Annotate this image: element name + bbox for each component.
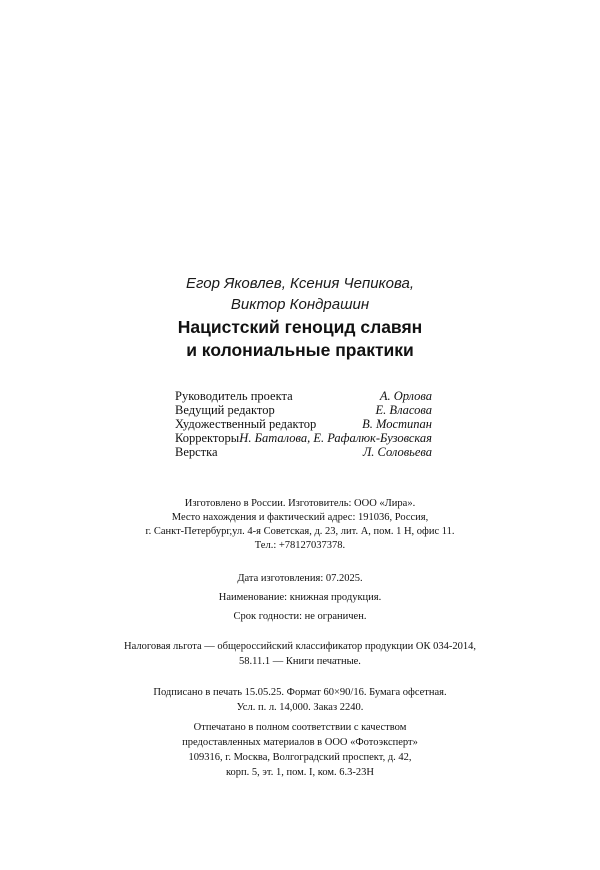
- credit-name: В. Мостипан: [362, 417, 432, 431]
- tax-line: 58.11.1 — Книги печатные.: [239, 656, 361, 667]
- credit-role: Ведущий редактор: [175, 403, 275, 417]
- manufacturer-info: [0, 497, 600, 553]
- credits-list: [175, 389, 432, 459]
- credit-role: Верстка: [175, 445, 218, 459]
- printer-line: Отпечатано в полном соответствии с качеством: [193, 722, 407, 733]
- manufacturer-line: Изготовлено в России. Изготовитель: ООО «Лира».: [184, 498, 416, 509]
- credit-name: А. Орлова: [379, 389, 432, 403]
- authors-line: Виктор Кондрашин: [230, 296, 370, 313]
- credit-name: Е. Власова: [375, 403, 432, 417]
- credit-role: Художественный редактор: [175, 417, 317, 431]
- title-line: Нацистский геноцид славян: [177, 317, 423, 337]
- title-line: и колониальные практики: [186, 340, 414, 360]
- printer-line: предоставленных материалов в ООО «Фотоэксперт»: [182, 737, 418, 748]
- print-line: Подписано в печать 15.05.25. Формат 60×90/16. Бумага офсетная.: [153, 687, 447, 698]
- manufacturer-line: г. Санкт-Петербург,ул. 4-я Советская, д. 23, лит. А, пом. 1 Н, офис 11.: [145, 526, 455, 537]
- book-title: [0, 316, 600, 362]
- production-line: Наименование: книжная продукция.: [218, 592, 382, 603]
- tax-info: [0, 639, 600, 669]
- production-line: Дата изготовления: 07.2025.: [237, 573, 363, 584]
- credit-role: Руководитель проекта: [175, 389, 293, 403]
- manufacturer-line: Место нахождения и фактический адрес: 191036, Россия,: [171, 512, 429, 523]
- credit-row: [175, 403, 432, 417]
- production-line: Срок годности: не ограничен.: [233, 611, 367, 622]
- credit-row: [175, 389, 432, 403]
- printer-line: 109316, г. Москва, Волгоградский проспект, д. 42,: [188, 752, 412, 763]
- credit-name: Н. Баталова, Е. Рафалюк-Бузовская: [239, 431, 432, 445]
- printer-info: [0, 720, 600, 780]
- credit-row: [175, 431, 432, 445]
- credit-row: [175, 445, 432, 459]
- authors: [0, 273, 600, 315]
- authors-line: Егор Яковлев, Ксения Чепикова,: [186, 275, 414, 292]
- print-line: Усл. п. л. 14,000. Заказ 2240.: [236, 702, 364, 713]
- credit-name: Л. Соловьева: [362, 445, 432, 459]
- printer-line: корп. 5, эт. 1, пом. I, ком. 6.3-23Н: [225, 767, 375, 778]
- manufacturer-line: Тел.: +78127037378.: [254, 540, 346, 551]
- credit-row: [175, 417, 432, 431]
- tax-line: Налоговая льгота — общероссийский классификатор продукции ОК 034-2014,: [124, 641, 476, 652]
- print-info: [0, 685, 600, 715]
- credit-role: Корректоры: [175, 431, 240, 445]
- production-info: [0, 569, 600, 626]
